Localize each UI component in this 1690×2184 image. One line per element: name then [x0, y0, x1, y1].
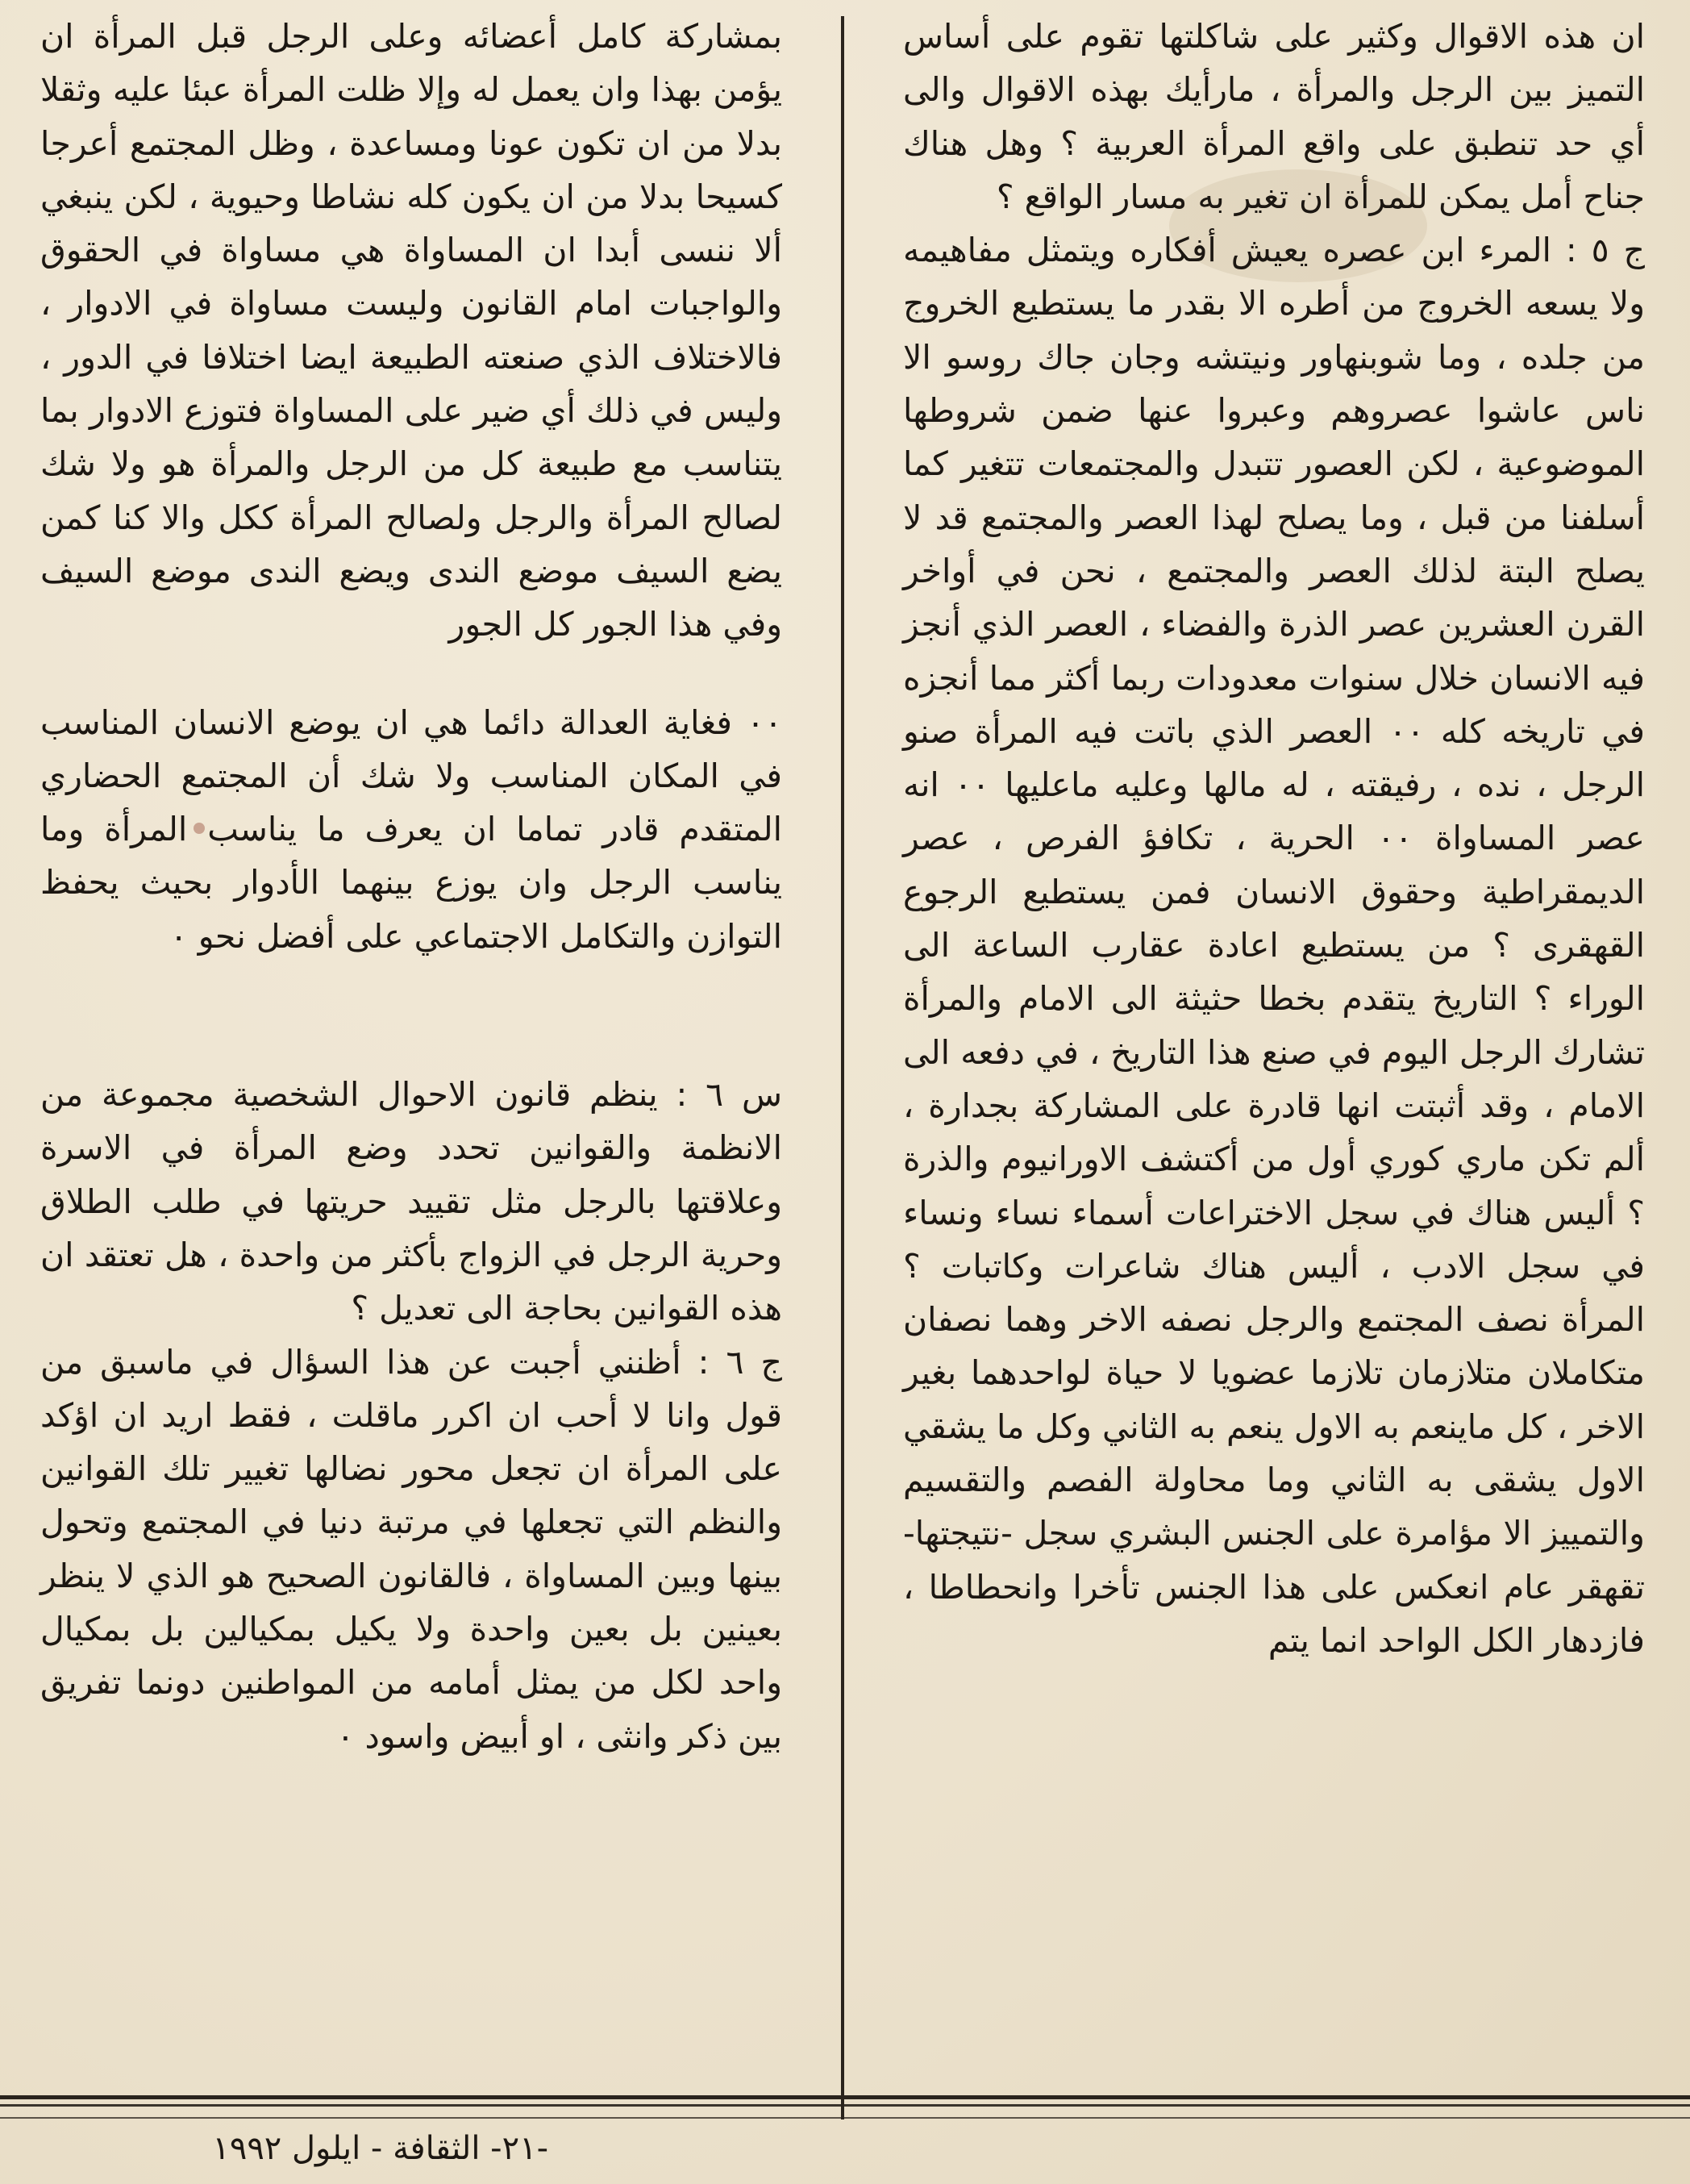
column-divider: [841, 16, 844, 2095]
question-6: س ٦ : ينظم قانون الاحوال الشخصية مجموعة من الانظمة والقوانين تحدد وضع المرأة في الاسرة وعلاقتها بالرجل مثل تقييد حريتها في طلب الطلاق وحرية الرجل في الزواج بأكثر من واحدة ، هل تعتقد ان هذه القوانين بحاجة الى تعديل ؟: [40, 1075, 782, 1328]
question-5-tail: ان هذه الاقوال وكثير على شاكلتها تقوم على أساس التميز بين الرجل والمرأة ، مارأيك بهذه الاقوال والى أي حد تنطبق على واقع المرأة العربية ؟ وهل هناك جناح أمل يمكن للمرأة ان تغير به مسار الواقع ؟: [903, 17, 1645, 216]
section-gap: [40, 963, 782, 1068]
left-column: [40, 10, 782, 1763]
page-footer: -٢١- الثقافة - ايلول ١٩٩٢: [212, 2130, 548, 2167]
answer-5: ج ٥ : المرء ابن عصره يعيش أفكاره ويتمثل مفاهيمه ولا يسعه الخروج من أطره الا بقدر ما يستطيع الخروج من جلده ، وما شوبنهاور ونيتشه وجان جاك روسو الا ناس عاشوا عصروهم وعبروا عنها ضمن شروطها الموضوعية ، لكن العصور تتبدل والمجتمعات تتغير كما أسلفنا من قبل ، وما يصلح لهذا العصر والمجتمع قد لا يصلح البتة لذلك العصر والمجتمع ، نحن في أواخر القرن العشرين عصر الذرة والفضاء ، العصر الذي أنجز فيه الانسان خلال سنوات معدودات ربما أكثر مما أنجزه في تاريخه كله ٠٠ العصر الذي باتت فيه المرأة صنو الرجل ، نده ، رفيقته ، له مالها وعليه ماعليها ٠٠ انه عصر المساواة ٠٠ الحرية ، تكافؤ الفرص ، عصر الديمقراطية وحقوق الانسان فمن يستطيع الرجوع القهقرى ؟ من يستطيع اعادة عقارب الساعة الى الوراء ؟ التاريخ يتقدم بخطا حثيثة الى الامام والمرأة تشارك الرجل اليوم في صنع هذا التاريخ ، في دفعه الى الامام ، وقد أثبتت انها قادرة على المشاركة بجدارة ، ألم تكن ماري كوري أول من أكتشف الاورانيوم والذرة ؟ أليس هناك في سجل الاختراعات أسماء نساء ونساء في سجل الادب ، أليس هناك شاعرات وكاتبات ؟ المرأة نصف المجتمع والرجل نصفه الاخر وهما نصفان متكاملان متلازمان تلازما عضويا لا حياة لواحدهما بغير الاخر ، كل ماينعم به الاول ينعم به الثاني وكل ما يشقي الاول يشقى به الثاني وما محاولة الفصم والتقسيم والتمييز الا مؤامرة على الجنس البشري سجل -نتيجتها- تقهقر عام انعكس على هذا الجنس تأخرا وانحطاطا ، فازدهار الكل الواحد انما يتم: [903, 231, 1646, 1660]
footer-rule-thin: [0, 2117, 1690, 2119]
paragraph-gap: [40, 652, 782, 696]
footer-rule: [0, 2095, 1690, 2107]
answer-6: ج ٦ : أظنني أجبت عن هذا السؤال في ماسبق من قول وانا لا أحب ان اكرر ماقلت ، فقط اريد ان اؤكد على المرأة ان تجعل محور نضالها تغيير تلك القوانين والنظم التي تجعلها في مرتبة دنيا في المجتمع وتحول بينها وبين المساواة ، فالقانون الصحيح هو الذي لا ينظر بعينين بل بعين واحدة ولا يكيل بمكيالين بل بمكيال واحد لكل من يمثل أمامه من المواطنين دونما تفريق بين ذكر وانثى ، او أبيض واسود ٠: [40, 1342, 783, 1756]
answer-5-continued: بمشاركة كامل أعضائه وعلى الرجل قبل المرأة ان يؤمن بهذا وان يعمل له وإلا ظلت المرأة عبئا عليه وثقلا بدلا من ان تكون عونا ومساعدة ، وظل المجتمع أعرجا كسيحا بدلا من ان يكون كله نشاطا وحيوية ، لكن ينبغي ألا ننسى أبدا ان المساواة هي مساواة في الحقوق والواجبات امام القانون وليست مساواة في الادوار ، فالاختلاف الذي صنعته الطبيعة ايضا اختلافا في الدور ، وليس في ذلك أي ضير على المساواة فتوزع الادوار بما يتناسب مع طبيعة كل من الرجل والمرأة هو ولا شك لصالح المرأة والرجل ولصالح المرأة ككل والا كنا كمن يضع السيف موضع الندى ويضع الندى موضع السيف وفي هذا الجور كل الجور: [40, 17, 782, 644]
footer-divider-stub: [841, 2095, 844, 2119]
right-column: [903, 10, 1645, 1667]
answer-5-conclusion: ٠٠ فغاية العدالة دائما هي ان يوضع الانسان المناسب في المكان المناسب ولا شك أن المجتمع الحضاري المتقدم قادر تماما ان يعرف ما يناسب المرأة وما يناسب الرجل وان يوزع بينهما الأدوار بحيث يحفظ التوازن والتكامل الاجتماعي على أفضل نحو ٠: [40, 702, 782, 956]
